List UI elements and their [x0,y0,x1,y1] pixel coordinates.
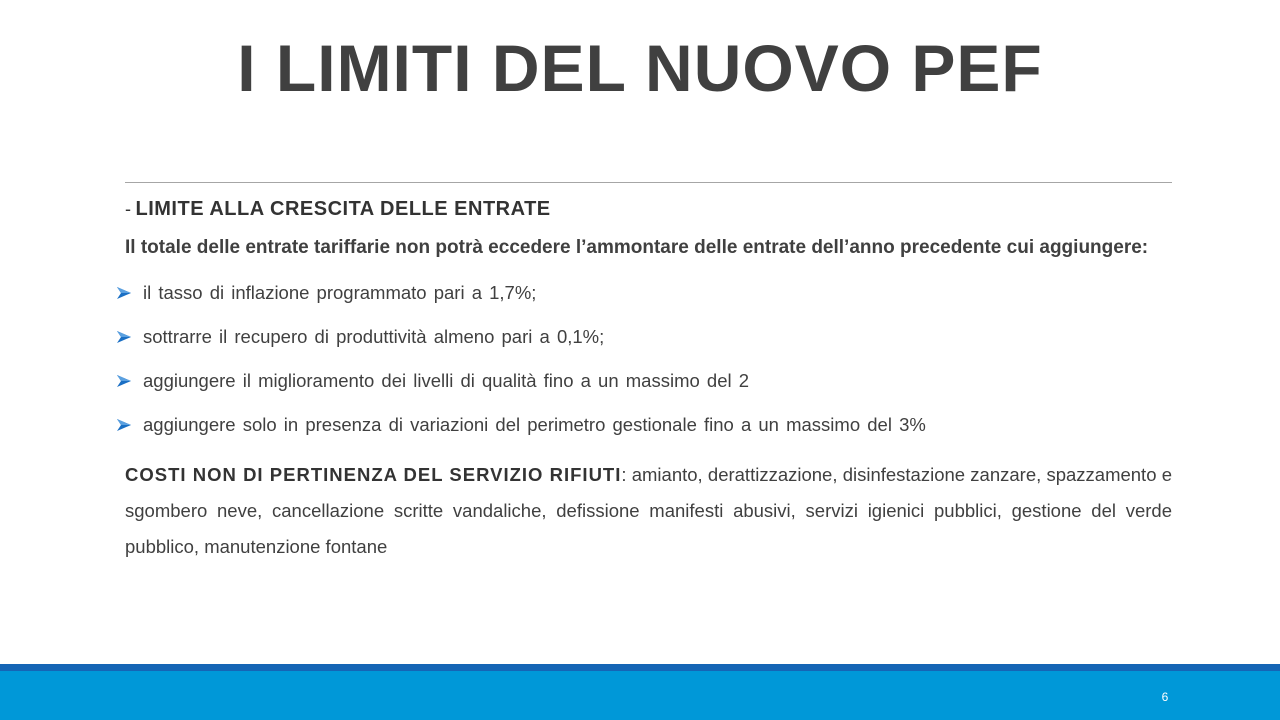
subhead-text: LIMITE ALLA CRESCITA DELLE ENTRATE [135,198,551,220]
list-item [115,271,1172,315]
bullet-text: aggiungere il miglioramento dei livelli di qualità fino a un massimo del 2 [143,370,750,391]
subhead-dash: - [125,199,132,219]
costs-text: : amianto, derattizzazione, disinfestazione zanzare, spazzamento e sgombero neve, cancellazione scritte vandaliche, defissione manifesti abusivi, servizi igienici pubblici, gestione del verde pubblico, manutenzione fontane [125,464,1172,557]
slide-content [125,198,1172,584]
page-number: 6 [1161,690,1169,704]
arrow-bullet-icon [115,286,133,300]
arrow-bullet-icon [115,374,133,388]
title-divider [125,182,1172,183]
list-item [115,315,1172,359]
slide-title: I LIMITI DEL NUOVO PEF [237,31,1043,105]
section-subhead [125,198,1172,221]
costs-paragraph [125,457,1172,565]
costs-lead: COSTI NON DI PERTINENZA DEL SERVIZIO RIFIUTI [125,464,622,485]
footer-stripe [0,664,1280,671]
arrow-bullet-icon [115,418,133,432]
footer-band [0,671,1280,720]
list-item [115,403,1172,447]
bullet-list [125,271,1172,447]
arrow-bullet-icon [115,330,133,344]
bullet-text: aggiungere solo in presenza di variazioni del perimetro gestionale fino a un massimo del 3% [143,414,926,435]
bullet-text: il tasso di inflazione programmato pari a 1,7%; [143,282,537,303]
list-item [115,359,1172,403]
bullet-text: sottrarre il recupero di produttività almeno pari a 0,1%; [143,326,605,347]
intro-paragraph: Il totale delle entrate tariffarie non potrà eccedere l’ammontare delle entrate dell’anno precedente cui aggiungere: [125,237,1149,258]
